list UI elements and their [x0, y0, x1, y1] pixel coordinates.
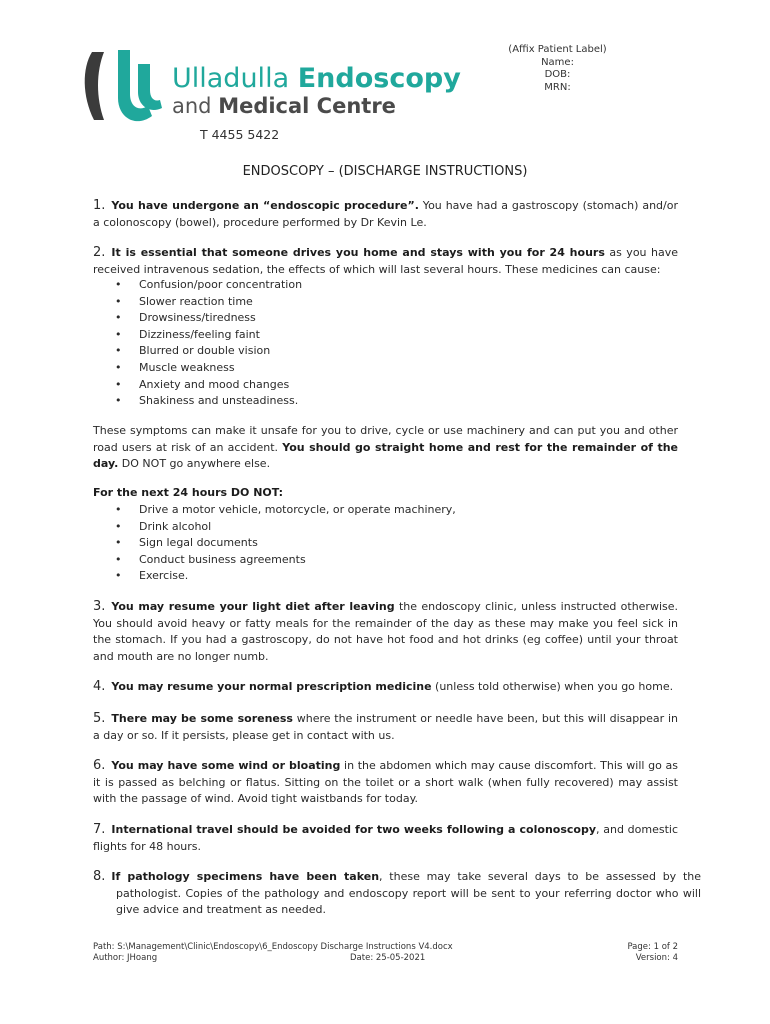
section-number: 4. — [93, 679, 106, 694]
section-1 — [93, 198, 678, 231]
patient-label-box — [480, 44, 635, 94]
section-number: 1. — [93, 198, 106, 213]
section-6-text: in the abdomen which may cause discomfort. This will go as it is passed as belching or flatus. Sitting on the toilet or a short walk (when fully recovered) may assist with the passage of wind. Avoid tight waistbands for today. — [93, 759, 678, 805]
symptoms-paragraph — [93, 423, 678, 473]
section-1-bold: You have undergone an “endoscopic procedure”. — [111, 199, 419, 212]
symptoms-text: These symptoms can make it unsafe for you to drive, cycle or use machinery and can put you and other road users at risk of an accident. — [93, 424, 678, 454]
sedation-effects-list — [93, 277, 302, 410]
patient-label-mrn: MRN: — [544, 81, 571, 93]
section-number: 2. — [93, 245, 106, 260]
footer-version: Version: 4 — [635, 953, 678, 963]
footer-path: Path: S:\Management\Clinic\Endoscopy\6_Endoscopy Discharge Instructions V4.docx — [93, 942, 453, 952]
section-8-text: , these may take several days to be assessed by the pathologist. Copies of the pathology and endoscopy report will be sent to your referring doctor who will give advice and treatment as needed. — [116, 870, 701, 916]
footer-page: Page: 1 of 2 — [627, 942, 678, 952]
section-5 — [93, 711, 678, 744]
brand-name-line2 — [172, 93, 396, 119]
list-item: • Blurred or double vision — [93, 343, 302, 360]
section-number: 8. — [93, 869, 106, 884]
section-3 — [93, 599, 678, 665]
brand-name-regular: Ulladulla — [172, 63, 298, 94]
section-3-text: the endoscopy clinic, unless instructed otherwise. You should avoid heavy or fatty meals for the remainder of the day as these may make you feel sick in the stomach. If you had a gastroscopy, do not have hot food and hot drinks (eg coffee) until your throat and mouth are no longer numb. — [93, 600, 678, 663]
brand-subtitle-bold: Medical Centre — [218, 94, 396, 118]
symptoms-text-2: DO NOT go anywhere else. — [118, 457, 271, 470]
section-7 — [93, 822, 678, 855]
do-not-heading: For the next 24 hours DO NOT: — [93, 486, 284, 499]
patient-label-dob: DOB: — [544, 69, 571, 80]
list-item: • Drive a motor vehicle, motorcycle, or operate machinery, — [93, 502, 456, 519]
list-item: • Drink alcohol — [93, 519, 456, 536]
document-title: ENDOSCOPY – (DISCHARGE INSTRUCTIONS) — [242, 164, 528, 179]
section-number: 3. — [93, 599, 106, 614]
section-6-bold: You may have some wind or bloating — [111, 759, 341, 772]
section-8 — [93, 869, 701, 919]
list-item: • Exercise. — [93, 568, 456, 585]
clinic-logo-mark — [78, 46, 168, 126]
section-number: 5. — [93, 711, 106, 726]
list-item: • Dizziness/feeling faint — [93, 327, 302, 344]
symptoms-bold: You should go straight home and rest for the remainder of the day. — [93, 440, 679, 470]
section-4-bold: You may resume your normal prescription medicine — [111, 680, 432, 693]
section-5-bold: There may be some soreness — [111, 712, 293, 725]
list-item: • Muscle weakness — [93, 360, 302, 377]
section-2-text: as you have received intravenous sedation, the effects of which will last several hours. These medicines can cause: — [93, 246, 678, 276]
section-7-bold: International travel should be avoided for two weeks following a colonoscopy — [111, 823, 597, 836]
footer-author: Author: JHoang — [93, 953, 158, 963]
section-4-text: (unless told otherwise) when you go home. — [431, 680, 674, 693]
list-item: • Shakiness and unsteadiness. — [93, 393, 302, 410]
brand-subtitle-regular: and — [172, 94, 219, 118]
patient-label-affix: (Affix Patient Label) — [508, 44, 607, 55]
brand-name-line1 — [172, 64, 461, 94]
list-item: • Anxiety and mood changes — [93, 377, 302, 394]
footer-date: Date: 25-05-2021 — [350, 953, 426, 963]
section-8-bold: If pathology specimens have been taken — [111, 870, 380, 883]
list-item: • Confusion/poor concentration — [93, 277, 302, 294]
section-2-bold: It is essential that someone drives you home and stays with you for 24 hours — [111, 246, 605, 259]
section-7-text: , and domestic flights for 48 hours. — [93, 823, 679, 853]
clinic-phone: T 4455 5422 — [200, 127, 280, 142]
section-2 — [93, 245, 678, 278]
list-item: • Slower reaction time — [93, 294, 302, 311]
brand-name-bold: Endoscopy — [297, 63, 461, 94]
section-3-bold: You may resume your light diet after leaving — [111, 600, 395, 613]
section-number: 6. — [93, 758, 106, 773]
section-4 — [93, 679, 678, 696]
list-item: • Sign legal documents — [93, 535, 456, 552]
section-5-text: where the instrument or needle have been, but this will disappear in a day or so. If it persists, please get in contact with us. — [93, 712, 678, 742]
do-not-list — [93, 502, 456, 585]
section-6 — [93, 758, 678, 808]
section-1-text: You have had a gastroscopy (stomach) and/or a colonoscopy (bowel), procedure performed by Dr Kevin Le. — [93, 199, 678, 229]
list-item: • Conduct business agreements — [93, 552, 456, 569]
patient-label-name: Name: — [541, 56, 574, 68]
section-number: 7. — [93, 822, 106, 837]
list-item: • Drowsiness/tiredness — [93, 310, 302, 327]
